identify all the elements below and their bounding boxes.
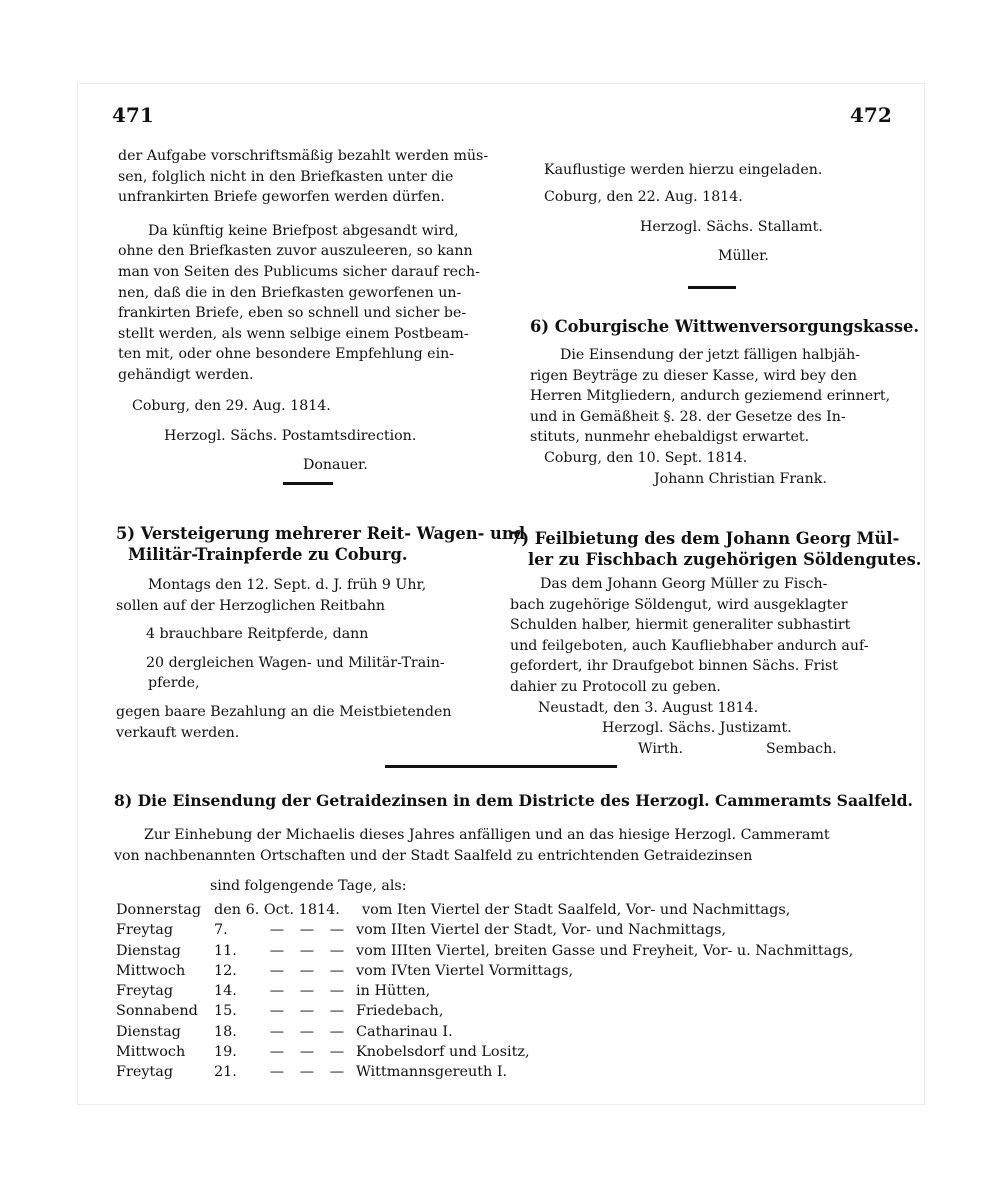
text-line: Herren Mitgliedern, andurch geziemend erinnert, xyxy=(530,388,891,405)
place: Knobelsdorf und Lositz, xyxy=(356,1044,530,1061)
ditto-mark: — xyxy=(299,962,315,979)
ditto-mark: — xyxy=(329,1064,345,1081)
text-line: gehändigt werden. xyxy=(118,366,254,383)
text-line: und in Gemäßheit §. 28. der Gesetze des In- xyxy=(530,408,846,425)
schedule-table xyxy=(116,900,896,1083)
text-line: Da künftig keine Briefpost abgesandt wird, xyxy=(148,222,459,239)
text-line: bach zugehörige Söldengut, wird ausgeklagter xyxy=(510,596,848,613)
text-line: sollen auf der Herzoglichen Reitbahn xyxy=(116,597,386,614)
place-date: Coburg, den 10. Sept. 1814. xyxy=(544,449,748,466)
place: Wittmannsgereuth I. xyxy=(356,1064,508,1081)
text-line: ohne den Briefkasten zuvor auszuleeren, so kann xyxy=(118,243,473,260)
signature: Müller. xyxy=(718,247,769,264)
notice-title: 7) Feilbietung des dem Johann Georg Mül- xyxy=(510,529,900,548)
table-row xyxy=(116,941,896,961)
day: Dienstag xyxy=(116,1023,181,1040)
list-item: pferde, xyxy=(148,675,200,692)
ditto-mark: — xyxy=(299,983,315,1000)
text-line: Zur Einhebung der Michaelis dieses Jahres anfälligen und an das hiesige Herzogl. Cammeramt xyxy=(144,827,830,843)
table-row xyxy=(116,961,896,981)
signature-right: Sembach. xyxy=(766,740,837,757)
ditto-mark: — xyxy=(269,1044,285,1061)
right-column-top xyxy=(530,160,892,266)
text-line: dahier zu Protocoll zu geben. xyxy=(510,678,721,695)
signature: Donauer. xyxy=(303,456,368,473)
text-line: und feilgeboten, auch Kaufliebhaber andurch auf- xyxy=(510,637,869,654)
notice-title: ler zu Fischbach zugehörigen Söldengutes. xyxy=(528,550,922,569)
notice-title: 8) Die Einsendung der Getraidezinsen in dem Districte des Herzogl. Cammeramts Saalfeld. xyxy=(114,791,913,810)
ditto-mark: — xyxy=(299,1044,315,1061)
date: 11. xyxy=(214,942,237,959)
ditto-mark: — xyxy=(329,1003,345,1020)
text-line: von nachbenannten Ortschaften und der Stadt Saalfeld zu entrichtenden Getraidezinsen xyxy=(114,847,753,864)
signature-left: Wirth. xyxy=(638,740,684,757)
ditto-mark: — xyxy=(269,942,285,959)
divider xyxy=(283,482,333,485)
text-line: sind folgengende Tage, als: xyxy=(210,878,407,895)
list-item: 20 dergleichen Wagen- und Militär-Train- xyxy=(146,654,445,671)
place: vom IVten Viertel Vormittags, xyxy=(356,962,574,979)
table-row xyxy=(116,900,896,920)
text-line: stellt werden, als wenn selbige einem Postbeam- xyxy=(118,325,469,342)
notice-title: 6) Coburgische Wittwenversorgungskasse. xyxy=(530,317,920,336)
ditto-mark: — xyxy=(329,1023,345,1040)
ditto-mark: — xyxy=(329,922,345,939)
day: Freytag xyxy=(116,1064,174,1081)
text-line: der Aufgabe vorschriftsmäßig bezahlt werden müs- xyxy=(118,148,489,164)
place-date: Coburg, den 29. Aug. 1814. xyxy=(132,397,331,414)
day: Mittwoch xyxy=(116,962,186,979)
ditto-mark: — xyxy=(299,1064,315,1081)
text-line: ten mit, oder ohne besondere Empfehlung ein- xyxy=(118,346,455,363)
text-line: unfrankirten Briefe geworfen werden dürfen. xyxy=(118,189,445,206)
notice-6 xyxy=(530,316,920,489)
text-line: gegen baare Bezahlung an die Meistbietenden xyxy=(116,703,452,720)
signature: Johann Christian Frank. xyxy=(654,470,827,487)
authority: Herzogl. Sächs. Justizamt. xyxy=(602,720,792,737)
ditto-mark: — xyxy=(299,1003,315,1020)
notice-8 xyxy=(114,790,913,897)
date: 14. xyxy=(214,983,237,1000)
ditto-mark: — xyxy=(269,962,285,979)
signature xyxy=(510,739,894,760)
day: Donnerstag xyxy=(116,902,202,918)
place: vom Iten Viertel der Stadt Saalfeld, Vor- und Nachmittags, xyxy=(362,902,791,918)
place: vom IIten Viertel der Stadt, Vor- und Nachmittags, xyxy=(356,922,727,939)
text-line: nen, daß die in den Briefkasten geworfenen un- xyxy=(118,284,462,301)
day: Freytag xyxy=(116,922,174,939)
text-line: Kauflustige werden hierzu eingeladen. xyxy=(544,162,823,178)
date: 18. xyxy=(214,1023,237,1040)
ditto-mark: — xyxy=(269,1003,285,1020)
text-line: sen, folglich nicht in den Briefkasten unter die xyxy=(118,168,454,185)
date: 7. xyxy=(214,922,228,939)
ditto-mark: — xyxy=(329,942,345,959)
notice-title: Militär-Trainpferde zu Coburg. xyxy=(128,545,408,564)
divider xyxy=(385,765,617,768)
ditto-mark: — xyxy=(299,942,315,959)
place: vom IIIten Viertel, breiten Gasse und Freyheit, Vor- u. Nachmittags, xyxy=(356,942,854,959)
date: 12. xyxy=(214,962,237,979)
ditto-mark: — xyxy=(329,962,345,979)
left-column-top xyxy=(118,146,490,475)
ditto-mark: — xyxy=(269,1023,285,1040)
date: 15. xyxy=(214,1003,237,1020)
table-row xyxy=(116,1062,896,1082)
authority: Herzogl. Sächs. Stallamt. xyxy=(640,219,823,236)
text-line: verkauft werden. xyxy=(116,724,240,741)
date: 19. xyxy=(214,1044,237,1061)
ditto-mark: — xyxy=(329,983,345,1000)
page-number-right: 472 xyxy=(850,103,892,127)
text-line: Montags den 12. Sept. d. J. früh 9 Uhr, xyxy=(148,577,427,593)
table-row xyxy=(116,981,896,1001)
table-row xyxy=(116,920,896,940)
day: Mittwoch xyxy=(116,1044,186,1061)
date: 21. xyxy=(214,1064,237,1081)
place: in Hütten, xyxy=(356,983,431,1000)
text-line: gefordert, ihr Draufgebot binnen Sächs. Frist xyxy=(510,658,838,675)
place-date: Coburg, den 22. Aug. 1814. xyxy=(544,188,743,205)
notice-5 xyxy=(116,523,526,743)
ditto-mark: — xyxy=(329,1044,345,1061)
authority: Herzogl. Sächs. Postamtsdirection. xyxy=(164,428,417,445)
text-line: Das dem Johann Georg Müller zu Fisch- xyxy=(540,576,828,592)
text-line: man von Seiten des Publicums sicher darauf rech- xyxy=(118,263,480,280)
place: Friedebach, xyxy=(356,1003,444,1020)
ditto-mark: — xyxy=(299,922,315,939)
text-line: Die Einsendung der jetzt fälligen halbjäh- xyxy=(560,347,861,363)
page-number-left: 471 xyxy=(112,103,154,127)
ditto-mark: — xyxy=(269,922,285,939)
day: Dienstag xyxy=(116,942,181,959)
table-row xyxy=(116,1001,896,1021)
ditto-mark: — xyxy=(269,983,285,1000)
ditto-mark: — xyxy=(269,1064,285,1081)
text-line: Schulden halber, hiermit generaliter subhastirt xyxy=(510,617,851,634)
list-item: 4 brauchbare Reitpferde, dann xyxy=(146,626,369,643)
table-row xyxy=(116,1042,896,1062)
text-line: frankirten Briefe, eben so schnell und sicher be- xyxy=(118,305,467,322)
notice-title: 5) Versteigerung mehrerer Reit- Wagen- und xyxy=(116,524,526,543)
day: Freytag xyxy=(116,983,174,1000)
text-line: stituts, nunmehr ehebaldigst erwartet. xyxy=(530,429,810,446)
ditto-mark: — xyxy=(299,1023,315,1040)
date: den 6. Oct. 1814. xyxy=(214,902,340,918)
table-row xyxy=(116,1022,896,1042)
text-line: rigen Beyträge zu dieser Kasse, wird bey den xyxy=(530,367,858,384)
divider xyxy=(688,286,736,289)
place-date: Neustadt, den 3. August 1814. xyxy=(538,699,759,716)
place: Catharinau I. xyxy=(356,1023,453,1040)
notice-7 xyxy=(510,528,922,759)
day: Sonnabend xyxy=(116,1003,198,1020)
